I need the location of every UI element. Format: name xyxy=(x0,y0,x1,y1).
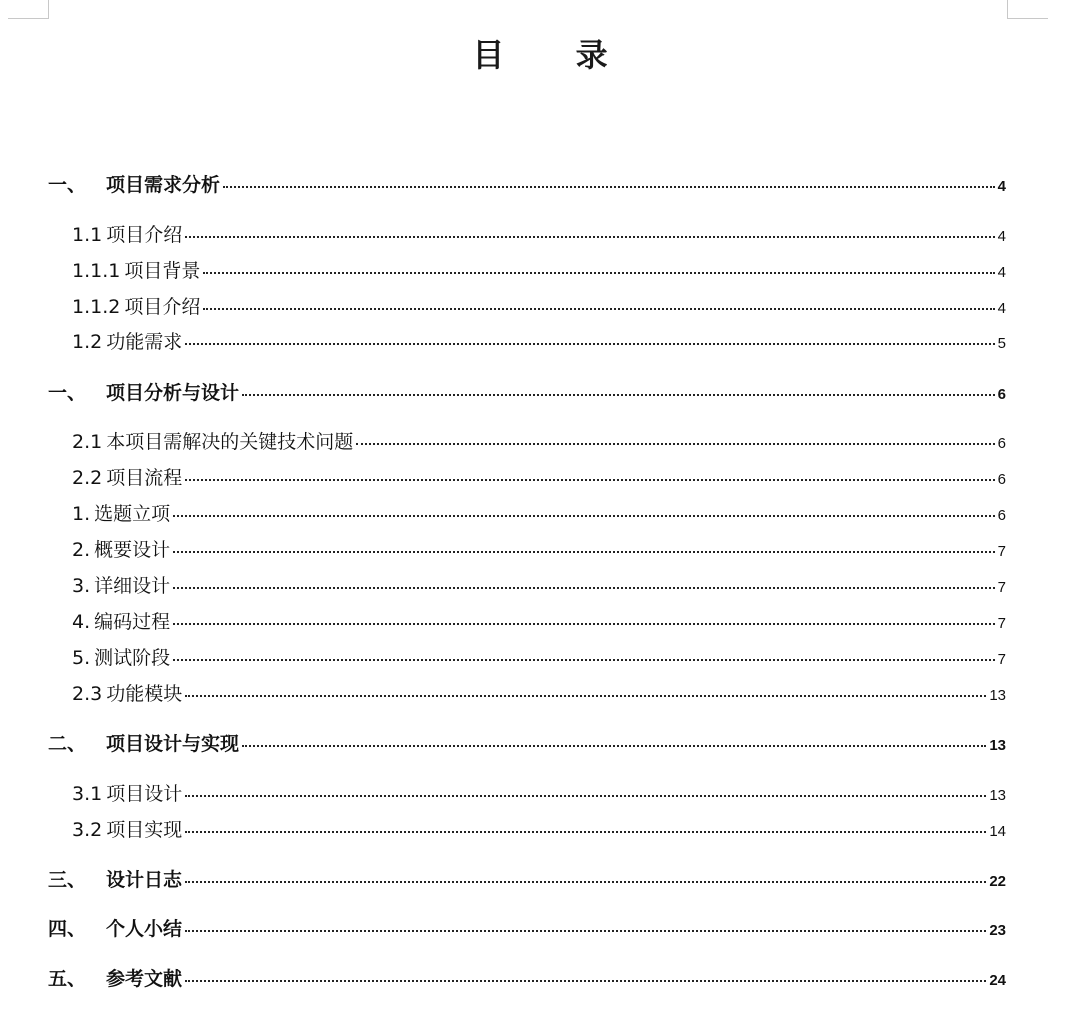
toc-entry[interactable] xyxy=(72,292,1006,319)
toc-entry[interactable] xyxy=(48,729,1006,756)
toc-entry-page: 6 xyxy=(997,435,1006,452)
toc-entry-label: 概要设计 xyxy=(94,539,171,561)
toc-leader-dots xyxy=(242,745,986,747)
toc-entry[interactable] xyxy=(72,327,1006,354)
toc-entry-page: 13 xyxy=(989,687,1006,704)
toc-entry[interactable] xyxy=(48,914,1006,941)
toc-leader-dots xyxy=(185,831,986,833)
toc-leader-dots xyxy=(173,515,995,517)
toc-entry-page: 4 xyxy=(997,300,1006,317)
toc-entry-label: 本项目需解决的关键技术问题 xyxy=(106,431,354,453)
toc-leader-dots xyxy=(173,659,995,661)
toc-entry[interactable] xyxy=(72,535,1006,562)
toc-entry-label: 选题立项 xyxy=(94,503,171,525)
toc-entry-number: 2.3 xyxy=(72,683,103,705)
toc-leader-dots xyxy=(356,443,994,445)
toc-entry-label: 个人小结 xyxy=(106,918,183,940)
toc-entry-number: 5. xyxy=(72,647,91,669)
toc-entry-page: 23 xyxy=(989,922,1006,939)
toc-entry-page: 5 xyxy=(997,335,1006,352)
toc-entry-number: 4. xyxy=(72,611,91,633)
toc-entry-page: 13 xyxy=(989,737,1006,754)
toc-entry-label: 功能模块 xyxy=(106,683,183,705)
toc-entry-label: 项目实现 xyxy=(106,819,183,841)
toc-entry-number: 二、 xyxy=(48,733,87,755)
toc-entry[interactable] xyxy=(48,378,1006,405)
toc-entry-label: 详细设计 xyxy=(94,575,171,597)
toc-entry-number: 2.2 xyxy=(72,467,103,489)
toc-entry-page: 14 xyxy=(989,823,1006,840)
toc-entry-page: 7 xyxy=(997,543,1006,560)
toc-leader-dots xyxy=(242,394,995,396)
toc-entry-number: 3. xyxy=(72,575,91,597)
toc-entry[interactable] xyxy=(72,815,1006,842)
toc-entry-number: 1.2 xyxy=(72,331,103,353)
toc-entry-label: 项目设计 xyxy=(106,783,183,805)
toc-leader-dots xyxy=(203,272,994,274)
toc-entry-number: 1.1.1 xyxy=(72,260,121,282)
toc-entry-label: 测试阶段 xyxy=(94,647,171,669)
toc-entry-number: 2.1 xyxy=(72,431,103,453)
toc-entry-page: 4 xyxy=(997,264,1006,281)
toc-entry[interactable] xyxy=(72,220,1006,247)
toc-entry[interactable] xyxy=(72,499,1006,526)
toc-entry[interactable] xyxy=(72,427,1006,454)
toc-entry-page: 24 xyxy=(989,972,1006,989)
toc-entry-page: 7 xyxy=(997,651,1006,668)
toc-entry-label: 项目介绍 xyxy=(124,296,201,318)
toc-entry-page: 4 xyxy=(997,228,1006,245)
toc-entry[interactable] xyxy=(72,256,1006,283)
toc-entry-page: 6 xyxy=(997,386,1006,403)
toc-entry[interactable] xyxy=(72,779,1006,806)
toc-entry[interactable] xyxy=(72,571,1006,598)
toc-entry-page: 6 xyxy=(997,507,1006,524)
toc-entry-page: 7 xyxy=(997,579,1006,596)
toc-entry-label: 项目设计与实现 xyxy=(106,733,240,755)
toc-leader-dots xyxy=(185,343,994,345)
toc-leader-dots xyxy=(185,881,986,883)
toc-entry-number: 一、 xyxy=(48,382,87,404)
toc-entry-number: 1. xyxy=(72,503,91,525)
toc-entry-number: 3.1 xyxy=(72,783,103,805)
toc-entry-number: 一、 xyxy=(48,174,87,196)
toc-leader-dots xyxy=(185,479,994,481)
toc-entry-label: 项目分析与设计 xyxy=(106,382,240,404)
toc-entry[interactable] xyxy=(72,607,1006,634)
toc-entry[interactable] xyxy=(72,643,1006,670)
toc-entry-page: 6 xyxy=(997,471,1006,488)
toc-entry[interactable] xyxy=(48,170,1006,197)
toc-entry-number: 四、 xyxy=(48,918,87,940)
toc-leader-dots xyxy=(185,930,986,932)
toc-entry-page: 4 xyxy=(997,178,1006,195)
page-title: 目 录 xyxy=(472,36,638,74)
toc-entry-label: 项目流程 xyxy=(106,467,183,489)
toc-entry-label: 设计日志 xyxy=(106,869,183,891)
toc-entry-number: 五、 xyxy=(48,968,87,990)
toc-entry-page: 7 xyxy=(997,615,1006,632)
toc-leader-dots xyxy=(173,551,995,553)
toc-entry-number: 2. xyxy=(72,539,91,561)
toc-entry[interactable] xyxy=(48,865,1006,892)
toc-leader-dots xyxy=(173,587,995,589)
toc-leader-dots xyxy=(185,795,986,797)
toc-entry-number: 三、 xyxy=(48,869,87,891)
toc-leader-dots xyxy=(185,236,994,238)
toc-entry-number: 1.1 xyxy=(72,224,103,246)
toc-entry-page: 13 xyxy=(989,787,1006,804)
toc-leader-dots xyxy=(185,980,986,982)
toc-entry-number: 3.2 xyxy=(72,819,103,841)
toc-entry[interactable] xyxy=(72,679,1006,706)
toc-entry-label: 项目需求分析 xyxy=(106,174,221,196)
toc-entry-label: 参考文献 xyxy=(106,968,183,990)
toc-entry[interactable] xyxy=(48,964,1006,991)
toc-leader-dots xyxy=(185,695,986,697)
toc-entry-label: 功能需求 xyxy=(106,331,183,353)
toc-leader-dots xyxy=(223,186,995,188)
toc-entry[interactable] xyxy=(72,463,1006,490)
toc-entry-page: 22 xyxy=(989,873,1006,890)
toc-entry-number: 1.1.2 xyxy=(72,296,121,318)
toc-entry-label: 编码过程 xyxy=(94,611,171,633)
toc-leader-dots xyxy=(203,308,994,310)
toc-leader-dots xyxy=(173,623,995,625)
toc-entry-label: 项目介绍 xyxy=(106,224,183,246)
toc-entry-label: 项目背景 xyxy=(124,260,201,282)
